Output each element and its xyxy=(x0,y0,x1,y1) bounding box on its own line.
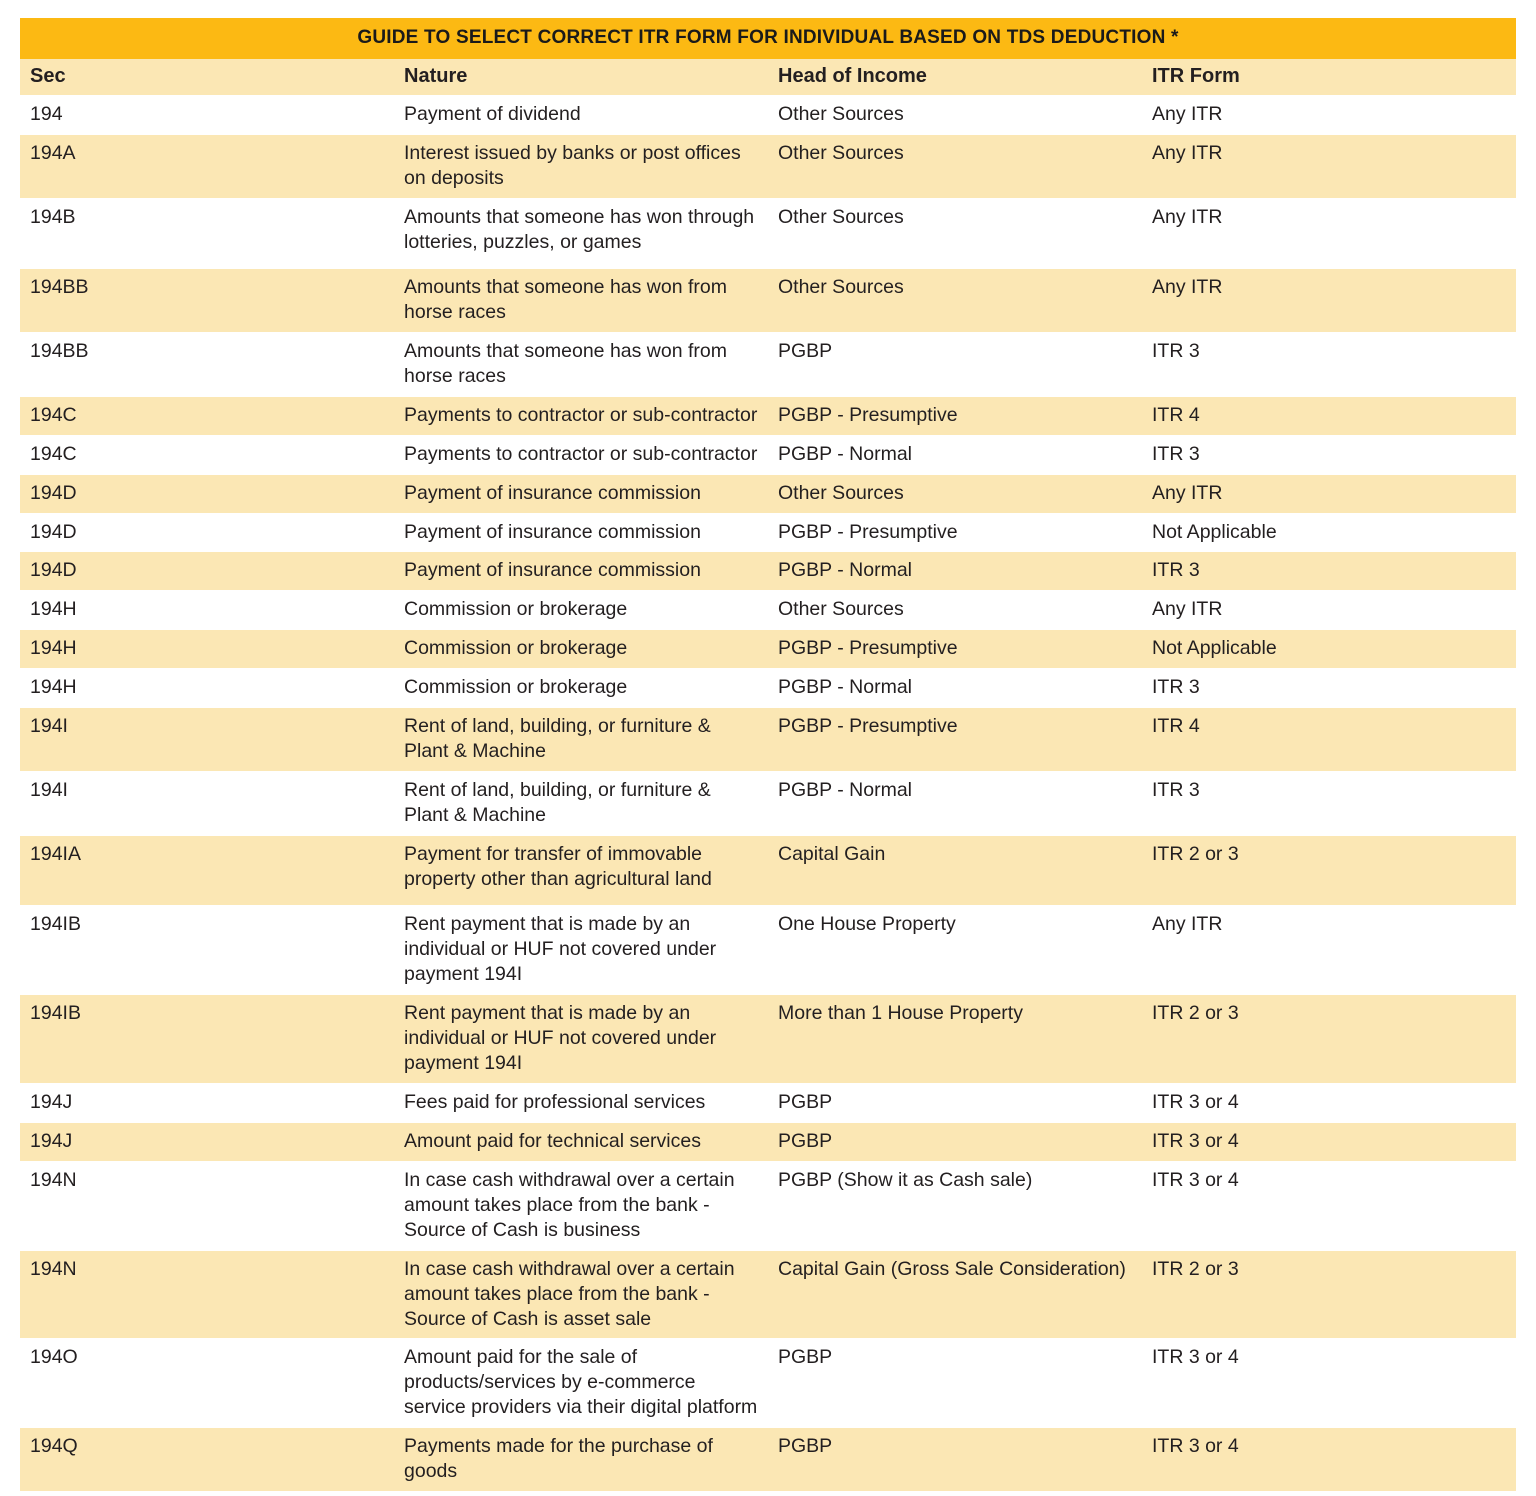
table-row xyxy=(20,994,1516,1083)
cell-nature: In case cash withdrawal over a certain amount takes place from the bank - Source of Cash is business xyxy=(394,1161,768,1250)
cell-head-of-income: PGBP - Normal xyxy=(768,772,1142,836)
cell-sec: 194IA xyxy=(20,836,394,906)
cell-head-of-income: PGBP xyxy=(768,1428,1142,1492)
cell-sec: 194D xyxy=(20,552,394,591)
cell-nature: Payment of dividend xyxy=(394,96,768,135)
table-row xyxy=(20,332,1516,396)
cell-head-of-income: PGBP xyxy=(768,1339,1142,1428)
cell-sec: 194C xyxy=(20,435,394,474)
cell-itr-form: ITR 4 xyxy=(1142,396,1516,435)
table-row xyxy=(20,435,1516,474)
cell-head-of-income: Other Sources xyxy=(768,268,1142,332)
cell-itr-form: Any ITR xyxy=(1142,96,1516,135)
table-row xyxy=(20,1428,1516,1492)
table-row xyxy=(20,1122,1516,1161)
cell-nature: Commission or brokerage xyxy=(394,669,768,708)
cell-itr-form: Any ITR xyxy=(1142,474,1516,513)
cell-head-of-income: PGBP - Normal xyxy=(768,435,1142,474)
table-row xyxy=(20,396,1516,435)
table-row xyxy=(20,772,1516,836)
cell-head-of-income: PGBP - Normal xyxy=(768,552,1142,591)
cell-nature: Rent payment that is made by an individual or HUF not covered under payment 194I xyxy=(394,906,768,995)
cell-head-of-income: One House Property xyxy=(768,906,1142,995)
cell-head-of-income: PGBP xyxy=(768,1122,1142,1161)
cell-head-of-income: PGBP xyxy=(768,332,1142,396)
cell-nature: Payment of insurance commission xyxy=(394,474,768,513)
table-row xyxy=(20,552,1516,591)
table-row xyxy=(20,836,1516,906)
cell-head-of-income: Other Sources xyxy=(768,96,1142,135)
cell-itr-form: Any ITR xyxy=(1142,134,1516,198)
cell-head-of-income: Other Sources xyxy=(768,198,1142,268)
cell-sec: 194D xyxy=(20,513,394,552)
cell-sec: 194H xyxy=(20,669,394,708)
cell-sec: 194I xyxy=(20,772,394,836)
cell-itr-form: Not Applicable xyxy=(1142,630,1516,669)
table-row xyxy=(20,1339,1516,1428)
table-row xyxy=(20,591,1516,630)
cell-sec: 194N xyxy=(20,1161,394,1250)
table-head xyxy=(20,18,1516,96)
cell-head-of-income: PGBP - Presumptive xyxy=(768,396,1142,435)
cell-nature: Amounts that someone has won from horse races xyxy=(394,268,768,332)
cell-nature: Amounts that someone has won through lotteries, puzzles, or games xyxy=(394,198,768,268)
cell-itr-form: ITR 3 xyxy=(1142,332,1516,396)
column-header-itr-form: ITR Form xyxy=(1142,59,1516,96)
cell-sec: 194J xyxy=(20,1122,394,1161)
cell-itr-form: ITR 3 or 4 xyxy=(1142,1083,1516,1122)
cell-sec: 194 xyxy=(20,96,394,135)
cell-nature: Interest issued by banks or post offices on deposits xyxy=(394,134,768,198)
cell-itr-form: ITR 2 or 3 xyxy=(1142,1250,1516,1339)
cell-nature: Amounts that someone has won from horse races xyxy=(394,332,768,396)
table-row xyxy=(20,906,1516,995)
table-row xyxy=(20,630,1516,669)
cell-itr-form: Any ITR xyxy=(1142,591,1516,630)
cell-sec: 194BB xyxy=(20,332,394,396)
cell-itr-form: ITR 2 or 3 xyxy=(1142,836,1516,906)
cell-nature: Amount paid for the sale of products/services by e-commerce service providers via their digital platform xyxy=(394,1339,768,1428)
table-row xyxy=(20,1083,1516,1122)
cell-itr-form: Any ITR xyxy=(1142,268,1516,332)
cell-head-of-income: PGBP xyxy=(768,1083,1142,1122)
table-body xyxy=(20,96,1516,1492)
cell-itr-form: ITR 4 xyxy=(1142,708,1516,772)
cell-head-of-income: PGBP - Presumptive xyxy=(768,630,1142,669)
cell-itr-form: ITR 3 xyxy=(1142,435,1516,474)
table-row xyxy=(20,268,1516,332)
cell-itr-form: ITR 3 xyxy=(1142,552,1516,591)
table-row xyxy=(20,708,1516,772)
table-row xyxy=(20,513,1516,552)
cell-itr-form: ITR 3 or 4 xyxy=(1142,1161,1516,1250)
cell-nature: Rent of land, building, or furniture & Plant & Machine xyxy=(394,772,768,836)
cell-itr-form: ITR 3 or 4 xyxy=(1142,1122,1516,1161)
cell-nature: Payments to contractor or sub-contractor xyxy=(394,435,768,474)
cell-sec: 194J xyxy=(20,1083,394,1122)
cell-itr-form: Any ITR xyxy=(1142,906,1516,995)
cell-sec: 194Q xyxy=(20,1428,394,1492)
cell-itr-form: Not Applicable xyxy=(1142,513,1516,552)
column-header-head-of-income: Head of Income xyxy=(768,59,1142,96)
cell-sec: 194IB xyxy=(20,994,394,1083)
cell-nature: Fees paid for professional services xyxy=(394,1083,768,1122)
cell-nature: Payment for transfer of immovable property other than agricultural land xyxy=(394,836,768,906)
cell-head-of-income: Capital Gain xyxy=(768,836,1142,906)
cell-sec: 194H xyxy=(20,630,394,669)
cell-itr-form: ITR 2 or 3 xyxy=(1142,994,1516,1083)
column-header-sec: Sec xyxy=(20,59,394,96)
cell-nature: Commission or brokerage xyxy=(394,591,768,630)
cell-sec: 194C xyxy=(20,396,394,435)
cell-itr-form: ITR 3 or 4 xyxy=(1142,1339,1516,1428)
cell-sec: 194D xyxy=(20,474,394,513)
cell-nature: Payment of insurance commission xyxy=(394,552,768,591)
cell-head-of-income: More than 1 House Property xyxy=(768,994,1142,1083)
table-row xyxy=(20,669,1516,708)
cell-nature: Rent payment that is made by an individual or HUF not covered under payment 194I xyxy=(394,994,768,1083)
cell-sec: 194O xyxy=(20,1339,394,1428)
table-row xyxy=(20,474,1516,513)
cell-head-of-income: PGBP - Presumptive xyxy=(768,513,1142,552)
cell-nature: In case cash withdrawal over a certain amount takes place from the bank - Source of Cash is asset sale xyxy=(394,1250,768,1339)
column-header-nature: Nature xyxy=(394,59,768,96)
cell-head-of-income: PGBP (Show it as Cash sale) xyxy=(768,1161,1142,1250)
cell-nature: Commission or brokerage xyxy=(394,630,768,669)
cell-itr-form: Any ITR xyxy=(1142,198,1516,268)
page-title: GUIDE TO SELECT CORRECT ITR FORM FOR INDIVIDUAL BASED ON TDS DEDUCTION * xyxy=(20,18,1516,59)
table-row xyxy=(20,134,1516,198)
title-row xyxy=(20,18,1516,59)
cell-itr-form: ITR 3 or 4 xyxy=(1142,1428,1516,1492)
table-row xyxy=(20,96,1516,135)
cell-head-of-income: Capital Gain (Gross Sale Consideration) xyxy=(768,1250,1142,1339)
cell-sec: 194N xyxy=(20,1250,394,1339)
cell-nature: Rent of land, building, or furniture & Plant & Machine xyxy=(394,708,768,772)
table-row xyxy=(20,1250,1516,1339)
cell-head-of-income: Other Sources xyxy=(768,134,1142,198)
cell-sec: 194IB xyxy=(20,906,394,995)
cell-nature: Amount paid for technical services xyxy=(394,1122,768,1161)
table-row xyxy=(20,1161,1516,1250)
cell-head-of-income: Other Sources xyxy=(768,474,1142,513)
cell-itr-form: ITR 3 xyxy=(1142,669,1516,708)
cell-sec: 194I xyxy=(20,708,394,772)
cell-head-of-income: PGBP - Normal xyxy=(768,669,1142,708)
cell-nature: Payment of insurance commission xyxy=(394,513,768,552)
cell-sec: 194A xyxy=(20,134,394,198)
cell-sec: 194B xyxy=(20,198,394,268)
column-header-row xyxy=(20,59,1516,96)
itr-guide-table xyxy=(20,18,1516,1492)
cell-nature: Payments made for the purchase of goods xyxy=(394,1428,768,1492)
cell-nature: Payments to contractor or sub-contractor xyxy=(394,396,768,435)
cell-itr-form: ITR 3 xyxy=(1142,772,1516,836)
cell-head-of-income: Other Sources xyxy=(768,591,1142,630)
cell-sec: 194BB xyxy=(20,268,394,332)
cell-head-of-income: PGBP - Presumptive xyxy=(768,708,1142,772)
cell-sec: 194H xyxy=(20,591,394,630)
table-row xyxy=(20,198,1516,268)
